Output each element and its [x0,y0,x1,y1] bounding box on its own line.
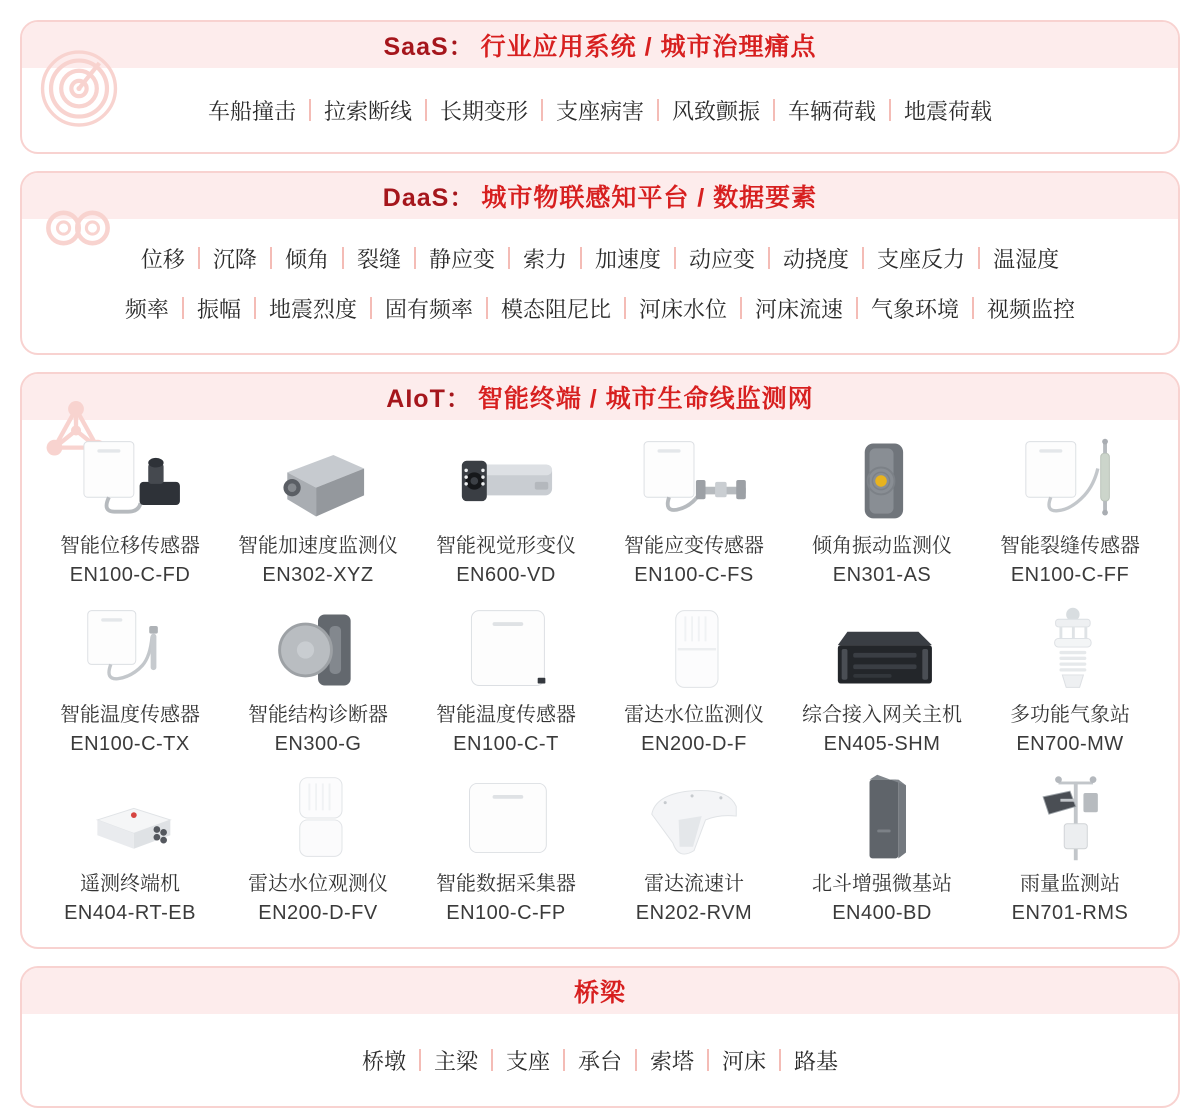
temperature-panel-sensor-icon [412,601,600,697]
daas-section [20,171,1180,355]
item-divider [182,297,184,319]
daas-item: 动应变 [689,246,756,272]
product-card [976,770,1164,927]
aiot-title-rest: 智能终端 / 城市生命线监测网 [477,385,814,413]
acceleration-monitor-icon [224,432,412,528]
item-divider [740,297,742,319]
data-collector-icon [412,770,600,866]
product-model: EN100-C-FP [446,902,566,924]
daas-item: 倾角 [284,246,329,272]
aiot-section [20,372,1180,949]
daas-item: 支座反力 [877,246,966,272]
item-divider [657,99,659,121]
item-divider [419,1049,421,1071]
aiot-title [386,379,813,415]
product-model: EN600-VD [456,564,556,586]
product-name: 智能温度传感器 [60,704,200,726]
crack-sensor-icon [976,432,1164,528]
saas-item: 拉索断线 [323,98,412,124]
item-divider [674,247,676,269]
daas-items-row-1 [22,233,1178,283]
daas-item: 气象环境 [871,296,960,322]
saas-title-prefix: SaaS： [383,33,475,61]
product-card [224,770,412,927]
saas-item: 车辆荷载 [788,98,877,124]
item-divider [624,297,626,319]
item-divider [254,297,256,319]
product-model: EN400-BD [832,902,932,924]
daas-item: 沉降 [212,246,257,272]
item-divider [580,247,582,269]
saas-title [383,27,816,63]
structure-diagnoser-icon [224,601,412,697]
tilt-vibration-monitor-icon [788,432,976,528]
product-model: EN100-C-FS [634,564,754,586]
product-name: 雷达水位观测仪 [248,873,388,895]
item-divider [541,99,543,121]
product-model: EN301-AS [832,564,932,586]
bridge-item: 索塔 [650,1048,695,1074]
product-name: 智能温度传感器 [436,704,576,726]
vision-camera-icon [412,432,600,528]
bridge-item: 支座 [505,1048,550,1074]
daas-item: 加速度 [595,246,662,272]
daas-item: 温湿度 [993,246,1060,272]
aiot-product-grid [22,420,1178,947]
product-card [412,770,600,927]
daas-item: 河床水位 [639,296,728,322]
product-card [224,601,412,758]
item-divider [563,1049,565,1071]
bridge-item: 主梁 [433,1048,478,1074]
item-divider [309,99,311,121]
item-divider [270,247,272,269]
daas-title-prefix: DaaS： [382,184,476,212]
saas-item: 长期变形 [439,98,528,124]
bridge-item: 承台 [577,1048,622,1074]
product-card [976,601,1164,758]
daas-item: 视频监控 [987,296,1076,322]
beidou-base-station-icon [788,770,976,866]
item-divider [414,247,416,269]
daas-title [383,178,817,214]
product-model: EN202-RVM [635,902,753,924]
bridge-item: 河床 [722,1048,767,1074]
item-divider [635,1049,637,1071]
product-name: 智能位移传感器 [60,535,200,557]
product-card [788,432,976,589]
daas-item: 频率 [124,296,169,322]
saas-item: 车船撞击 [207,98,296,124]
daas-item: 模态阻尼比 [500,296,611,322]
telemetry-terminal-icon [36,770,224,866]
product-name: 智能加速度监测仪 [238,535,398,557]
daas-item: 河床流速 [755,296,844,322]
item-divider [768,247,770,269]
product-model: EN404-RT-EB [64,902,196,924]
product-card [412,601,600,758]
item-divider [508,247,510,269]
daas-item: 地震烈度 [268,296,357,322]
product-model: EN300-G [274,733,362,755]
saas-section [20,20,1180,154]
bridge-items-row [22,1014,1178,1106]
product-model: EN200-D-FV [258,902,378,924]
item-divider [889,99,891,121]
aiot-title-prefix: AIoT： [386,385,472,413]
daas-item: 振幅 [196,296,241,322]
product-name: 智能结构诊断器 [248,704,388,726]
product-name: 多功能气象站 [1010,704,1130,726]
product-name: 雨量监测站 [1020,873,1120,895]
item-divider [370,297,372,319]
item-divider [856,297,858,319]
product-name: 综合接入网关主机 [802,704,962,726]
product-name: 雷达流速计 [644,873,744,895]
radar-water-level-observer-icon [224,770,412,866]
item-divider [978,247,980,269]
item-divider [707,1049,709,1071]
item-divider [486,297,488,319]
item-divider [972,297,974,319]
daas-item: 位移 [140,246,185,272]
saas-item: 支座病害 [555,98,644,124]
daas-item: 固有频率 [384,296,473,322]
bridge-title: 桥梁 [573,979,626,1007]
daas-items [22,219,1178,353]
rain-monitor-station-icon [976,770,1164,866]
product-card [412,432,600,589]
product-model: EN200-D-F [641,733,747,755]
daas-title-rest: 城市物联感知平台 / 数据要素 [481,184,818,212]
saas-item: 风致颤振 [672,98,761,124]
product-card [600,770,788,927]
product-model: EN100-C-TX [70,733,190,755]
product-name: 遥测终端机 [80,873,180,895]
saas-title-band [22,22,1178,68]
product-card [224,432,412,589]
daas-item: 动挠度 [783,246,850,272]
product-model: EN700-MW [1016,733,1124,755]
product-card [788,601,976,758]
product-name: 智能视觉形变仪 [436,535,576,557]
product-name: 智能应变传感器 [624,535,764,557]
product-model: EN701-RMS [1011,902,1129,924]
daas-items-row-2 [22,283,1178,333]
product-card [36,601,224,758]
bridge-section [20,966,1180,1108]
product-name: 北斗增强微基站 [812,873,952,895]
product-card [600,601,788,758]
product-card [36,770,224,927]
item-divider [773,99,775,121]
product-model: EN100-C-FD [69,564,191,586]
product-name: 雷达水位监测仪 [624,704,764,726]
product-card [600,432,788,589]
aiot-title-band [22,374,1178,420]
product-card [788,770,976,927]
daas-item: 裂缝 [356,246,401,272]
radar-water-level-monitor-icon [600,601,788,697]
product-model: EN302-XYZ [262,564,374,586]
product-model: EN100-C-FF [1010,564,1130,586]
item-divider [862,247,864,269]
item-divider [342,247,344,269]
item-divider [425,99,427,121]
daas-item: 静应变 [428,246,495,272]
temperature-probe-sensor-icon [36,601,224,697]
saas-title-rest: 行业应用系统 / 城市治理痛点 [480,33,817,61]
gateway-host-icon [788,601,976,697]
strain-sensor-icon [600,432,788,528]
saas-item: 地震荷载 [904,98,993,124]
bridge-item: 路基 [794,1048,839,1074]
product-card [36,432,224,589]
radar-flow-meter-icon [600,770,788,866]
product-name: 智能数据采集器 [436,873,576,895]
product-name: 智能裂缝传感器 [1000,535,1140,557]
displacement-sensor-icon [36,432,224,528]
product-model: EN405-SHM [823,733,941,755]
product-card [976,432,1164,589]
saas-items-row [22,68,1178,152]
weather-station-icon [976,601,1164,697]
product-name: 倾角振动监测仪 [812,535,952,557]
item-divider [491,1049,493,1071]
product-model: EN100-C-T [453,733,559,755]
bridge-item: 桥墩 [361,1048,406,1074]
bridge-title-band [22,968,1178,1014]
item-divider [779,1049,781,1071]
daas-title-band [22,173,1178,219]
daas-item: 索力 [522,246,567,272]
item-divider [198,247,200,269]
